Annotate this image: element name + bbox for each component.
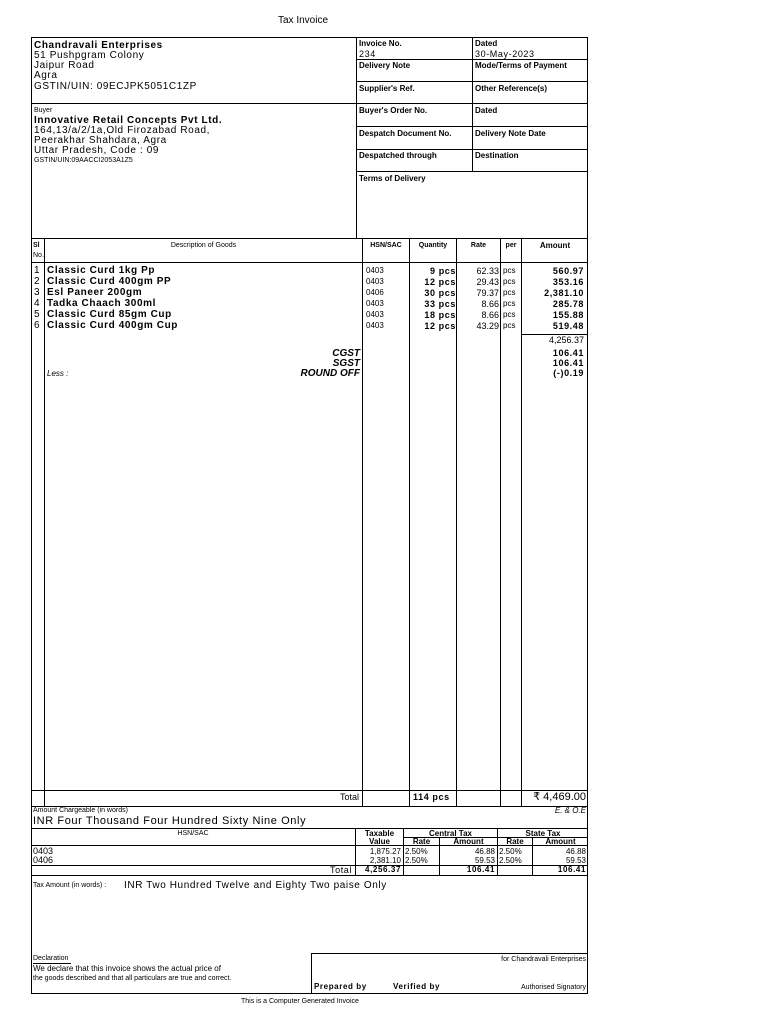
tax-row-taxable: 1,875.27 xyxy=(369,847,401,856)
item-sl: 4 xyxy=(34,298,41,309)
despatched-through-label: Despatched through xyxy=(359,151,437,160)
item-sl: 5 xyxy=(34,309,41,320)
seller-address-3: Agra xyxy=(34,70,58,81)
tax-row-state-rate: 2.50% xyxy=(499,847,522,856)
central-rate-label: Rate xyxy=(412,837,431,846)
item-hsn: 0403 xyxy=(366,266,384,275)
suppliers-ref-label: Supplier's Ref. xyxy=(359,84,415,93)
item-sl: 1 xyxy=(34,265,41,276)
item-rate: 62.33 xyxy=(476,266,499,276)
declaration-line-2: the goods described and that all particulars are true and correct. xyxy=(33,975,232,982)
tax-row-central-rate: 2.50% xyxy=(405,847,428,856)
item-rate: 43.29 xyxy=(476,321,499,331)
state-tax-label: State Tax xyxy=(525,829,561,838)
item-per: pcs xyxy=(503,310,516,319)
total-amount: ₹ 4,469.00 xyxy=(533,791,586,803)
table-row xyxy=(31,856,588,865)
item-hsn: 0403 xyxy=(366,310,384,319)
col-amount: Amount xyxy=(539,241,571,250)
footer-note: This is a Computer Generated Invoice xyxy=(241,998,359,1005)
seller-name: Chandravali Enterprises xyxy=(34,40,163,51)
buyers-order-label: Buyer's Order No. xyxy=(359,106,428,115)
item-rate: 79.37 xyxy=(476,288,499,298)
state-amount-label: Amount xyxy=(545,837,576,846)
col-per: per xyxy=(505,242,517,249)
item-amount: 560.97 xyxy=(552,266,584,276)
items-body xyxy=(31,266,588,332)
amount-words-label: Amount Chargeable (in words) xyxy=(33,807,128,814)
item-hsn: 0406 xyxy=(366,288,384,297)
cgst-amount: 106.41 xyxy=(552,348,584,358)
buyer-address-2: Peerakhar Shahdara, Agra xyxy=(34,135,167,146)
delivery-note-date-label: Delivery Note Date xyxy=(475,129,546,138)
taxable-label: Taxable xyxy=(364,829,395,838)
tax-hsn-label: HSN/SAC xyxy=(177,830,209,837)
buyer-name: Innovative Retail Concepts Pvt Ltd. xyxy=(34,115,223,126)
sgst-label: SGST xyxy=(332,358,360,369)
item-hsn: 0403 xyxy=(366,277,384,286)
table-row xyxy=(31,321,588,332)
item-per: pcs xyxy=(503,299,516,308)
table-row xyxy=(31,847,588,856)
col-description: Description of Goods xyxy=(170,242,237,249)
tax-row-hsn: 0403 xyxy=(33,846,54,856)
item-rate: 8.66 xyxy=(481,299,499,309)
seller-gstin: GSTIN/UIN: 09ECJPK5051C1ZP xyxy=(34,81,197,92)
for-company-label: for Chandravali Enterprises xyxy=(501,956,586,963)
terms-of-delivery-label: Terms of Delivery xyxy=(359,174,426,183)
item-qty: 9 pcs xyxy=(429,266,456,276)
tax-total-central: 106.41 xyxy=(466,865,495,874)
central-tax-label: Central Tax xyxy=(429,829,472,838)
amount-in-words: INR Four Thousand Four Hundred Sixty Nine Only xyxy=(33,815,307,827)
despatch-doc-label: Despatch Document No. xyxy=(359,129,452,138)
cgst-label: CGST xyxy=(332,348,360,359)
tax-row-state-amount: 46.88 xyxy=(565,847,586,856)
buyer-address-1: 164,13/a/2/1a,Old Firozabad Road, xyxy=(34,125,211,136)
col-quantity: Quantity xyxy=(418,242,448,249)
item-amount: 353.16 xyxy=(552,277,584,287)
dated-label: Dated xyxy=(475,39,498,48)
tax-words-label: Tax Amount (in words) : xyxy=(33,882,107,889)
item-qty: 12 pcs xyxy=(424,321,456,331)
item-per: pcs xyxy=(503,321,516,330)
total-qty: 114 pcs xyxy=(413,792,450,802)
value-label: Value xyxy=(369,837,390,846)
col-rate: Rate xyxy=(470,242,487,249)
tax-row-state-amount: 59.53 xyxy=(565,856,586,865)
item-description: Classic Curd 400gm PP xyxy=(47,276,172,287)
round-off-amount: (-)0.19 xyxy=(553,368,584,378)
tax-row-central-rate: 2.50% xyxy=(405,856,428,865)
buyer-gstin: GSTIN/UIN:09AACCI2053A1Z5 xyxy=(34,157,133,164)
delivery-note-label: Delivery Note xyxy=(359,61,411,70)
declaration-line-1: We declare that this invoice shows the actual price of xyxy=(33,964,221,973)
declaration-label: Declaration xyxy=(33,955,69,962)
other-refs-label: Other Reference(s) xyxy=(475,84,548,93)
tax-in-words: INR Two Hundred Twelve and Eighty Two paise Only xyxy=(124,880,387,891)
tax-row-hsn: 0406 xyxy=(33,855,54,865)
item-per: pcs xyxy=(503,277,516,286)
tax-total-taxable: 4,256.37 xyxy=(365,865,401,874)
eoe-label: E. & O.E xyxy=(554,806,586,815)
buyer-state: Uttar Pradesh, Code : 09 xyxy=(34,145,160,156)
dated2-label: Dated xyxy=(475,106,498,115)
document-title: Tax Invoice xyxy=(278,15,329,26)
seller-address-1: 51 Pushpgram Colony xyxy=(34,50,145,61)
tax-row-central-amount: 59.53 xyxy=(474,856,495,865)
less-label: Less : xyxy=(47,369,69,378)
item-hsn: 0403 xyxy=(366,321,384,330)
item-per: pcs xyxy=(503,288,516,297)
item-amount: 285.78 xyxy=(552,299,584,309)
total-label: Total xyxy=(339,792,359,802)
tax-total-label: Total xyxy=(329,865,352,875)
item-qty: 33 pcs xyxy=(424,299,456,309)
item-qty: 30 pcs xyxy=(424,288,456,298)
item-amount: 155.88 xyxy=(552,310,584,320)
verified-by-label: Verified by xyxy=(393,982,441,991)
tax-row-state-rate: 2.50% xyxy=(499,856,522,865)
item-description: Classic Curd 85gm Cup xyxy=(47,309,172,320)
central-amount-label: Amount xyxy=(453,837,484,846)
item-description: Classic Curd 1kg Pp xyxy=(47,265,156,276)
subtotal-amount: 4,256.37 xyxy=(548,335,584,345)
item-description: Tadka Chaach 300ml xyxy=(47,298,156,309)
col-sl: Sl xyxy=(33,242,40,249)
item-per: pcs xyxy=(503,266,516,275)
col-hsn: HSN/SAC xyxy=(370,242,402,249)
round-off-label: ROUND OFF xyxy=(300,368,360,379)
destination-label: Destination xyxy=(475,151,519,160)
mode-terms-label: Mode/Terms of Payment xyxy=(475,61,567,70)
state-rate-label: Rate xyxy=(506,837,524,846)
item-amount: 2,381.10 xyxy=(544,288,584,298)
item-sl: 6 xyxy=(34,320,41,331)
item-amount: 519.48 xyxy=(552,321,584,331)
invoice-no: 234 xyxy=(359,49,376,59)
col-no: No. xyxy=(33,252,44,259)
invoice-no-label: Invoice No. xyxy=(359,39,402,48)
item-rate: 29.43 xyxy=(476,277,499,287)
item-qty: 18 pcs xyxy=(424,310,456,320)
tax-row-taxable: 2,381.10 xyxy=(369,856,401,865)
item-hsn: 0403 xyxy=(366,299,384,308)
item-sl: 3 xyxy=(34,287,41,298)
item-qty: 12 pcs xyxy=(424,277,456,287)
sgst-amount: 106.41 xyxy=(552,358,584,368)
tax-row-central-amount: 46.88 xyxy=(474,847,495,856)
item-description: Classic Curd 400gm Cup xyxy=(47,320,179,331)
item-rate: 8.66 xyxy=(481,310,499,320)
seller-address-2: Jaipur Road xyxy=(34,60,95,71)
tax-total-state: 106.41 xyxy=(557,865,586,874)
item-sl: 2 xyxy=(34,276,41,287)
item-description: Esl Paneer 200gm xyxy=(47,287,143,298)
authorised-signatory-label: Authorised Signatory xyxy=(521,984,586,991)
prepared-by-label: Prepared by xyxy=(314,982,367,991)
buyer-label: Buyer xyxy=(34,107,53,114)
invoice-date: 30-May-2023 xyxy=(475,49,535,59)
